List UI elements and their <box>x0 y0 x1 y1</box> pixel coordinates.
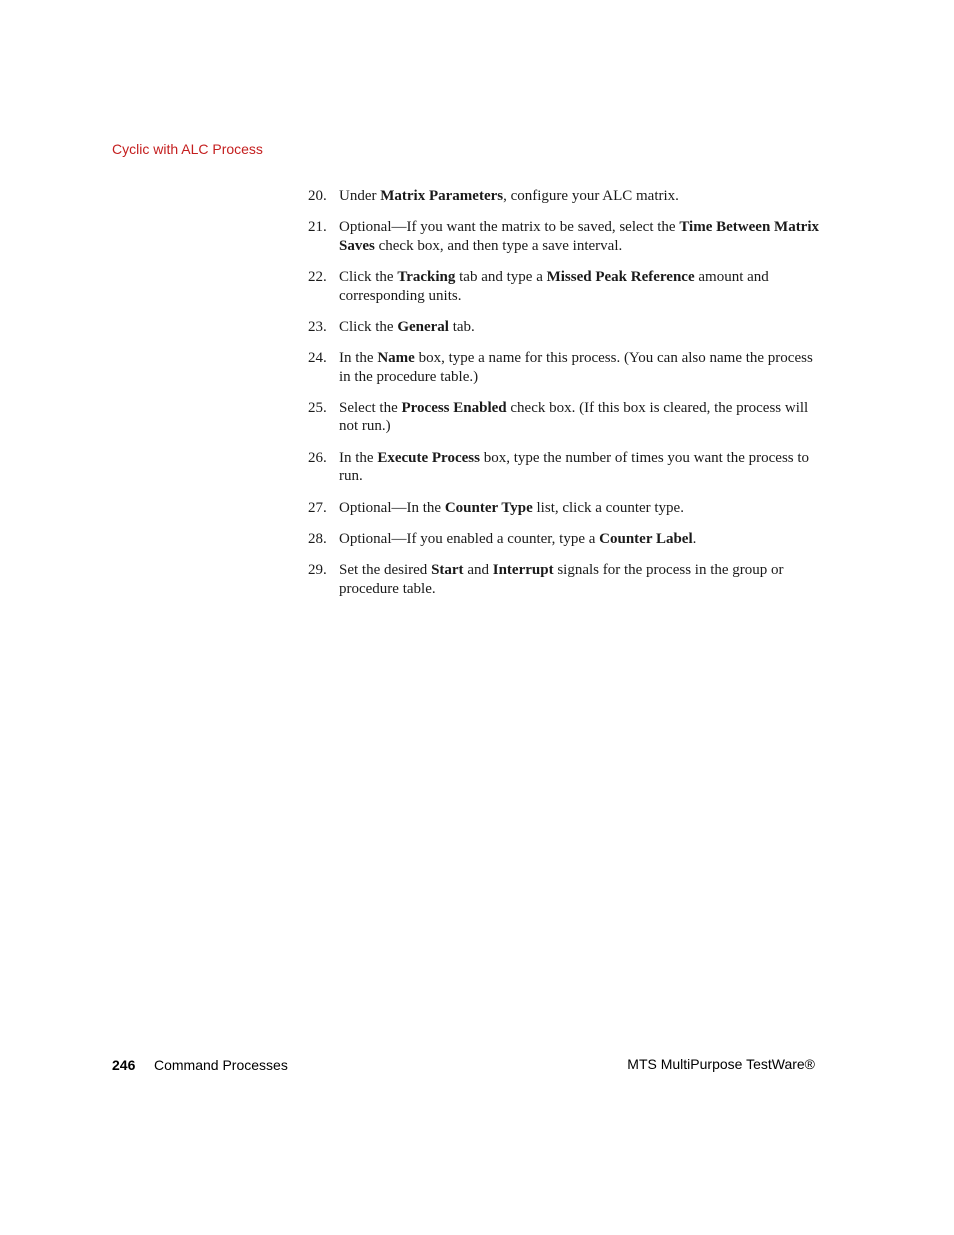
step-text-run: check box, and then type a save interval. <box>374 237 623 254</box>
step-number: 21. <box>308 219 327 236</box>
step-text-run: Under <box>339 188 381 204</box>
ui-term: Execute Process <box>377 449 480 466</box>
step-text <box>339 499 823 518</box>
step-number: 27. <box>308 499 327 516</box>
page-number: 246 <box>112 1057 136 1073</box>
step-item <box>308 399 823 436</box>
step-text-run: box, type a name for this process. (You can also name the process in the procedure table.) <box>339 350 813 385</box>
step-text <box>339 530 823 549</box>
step-text-run: amount and corresponding units. <box>339 269 769 304</box>
step-text-run: tab and type a <box>455 269 547 286</box>
step-text <box>339 218 823 255</box>
step-number: 26. <box>308 449 327 466</box>
procedure-steps <box>308 187 823 611</box>
step-text-run: Click the <box>339 318 398 335</box>
step-text <box>339 187 823 206</box>
step-text-run: , configure your ALC matrix. <box>503 188 679 204</box>
step-text-run: list, click a counter type. <box>532 499 684 516</box>
ui-term: Interrupt <box>492 562 554 579</box>
ui-term: Counter Label <box>599 530 693 547</box>
chapter-title: Command Processes <box>154 1057 288 1073</box>
step-item <box>308 187 823 206</box>
step-text-run: . <box>692 530 697 547</box>
step-text <box>339 318 823 337</box>
step-item <box>308 268 823 305</box>
step-number: 24. <box>308 350 327 367</box>
ui-term: Matrix Parameters <box>380 188 504 204</box>
step-item <box>308 530 823 549</box>
step-text-run: Select the <box>339 399 402 416</box>
ui-term: Tracking <box>397 269 456 286</box>
step-text <box>339 268 823 305</box>
step-number: 22. <box>308 269 327 286</box>
step-item <box>308 561 823 598</box>
step-text <box>339 399 823 436</box>
step-text-run: Optional—In the <box>339 499 445 516</box>
step-item <box>308 449 823 486</box>
step-item <box>308 499 823 518</box>
step-number: 23. <box>308 318 327 335</box>
section-header: Cyclic with ALC Process <box>112 141 263 157</box>
step-text-run: Optional—If you enabled a counter, type a <box>339 530 600 547</box>
step-text <box>339 449 823 486</box>
step-text-run: box, type the number of times you want the process to run. <box>339 449 810 485</box>
step-text-run: In the <box>339 449 378 466</box>
ui-term: Missed Peak Reference <box>546 269 695 286</box>
ui-term: General <box>397 318 449 335</box>
product-name: MTS MultiPurpose TestWare® <box>627 1056 815 1072</box>
step-item <box>308 349 823 386</box>
step-number: 25. <box>308 399 327 416</box>
step-number: 28. <box>308 530 327 547</box>
ui-term: Name <box>377 350 415 367</box>
step-text-run: signals for the process in the group or procedure table. <box>339 562 784 597</box>
step-text <box>339 349 823 386</box>
step-item <box>308 318 823 337</box>
ui-term: Time Between Matrix Saves <box>339 219 820 254</box>
step-text-run: check box. (If this box is cleared, the process will not run.) <box>339 399 809 435</box>
step-text-run: tab. <box>448 318 475 335</box>
ui-term: Counter Type <box>444 499 533 516</box>
step-text-run: Click the <box>339 269 398 286</box>
step-text-run: In the <box>339 350 378 367</box>
step-item <box>308 218 823 255</box>
step-text-run: and <box>463 562 493 579</box>
ui-term: Start <box>431 562 464 579</box>
step-text <box>339 561 823 598</box>
step-text-run: Set the desired <box>339 562 432 579</box>
step-text-run: Optional—If you want the matrix to be saved, select the <box>339 219 680 236</box>
step-number: 20. <box>308 188 327 204</box>
step-number: 29. <box>308 562 327 579</box>
ui-term: Process Enabled <box>401 399 507 416</box>
